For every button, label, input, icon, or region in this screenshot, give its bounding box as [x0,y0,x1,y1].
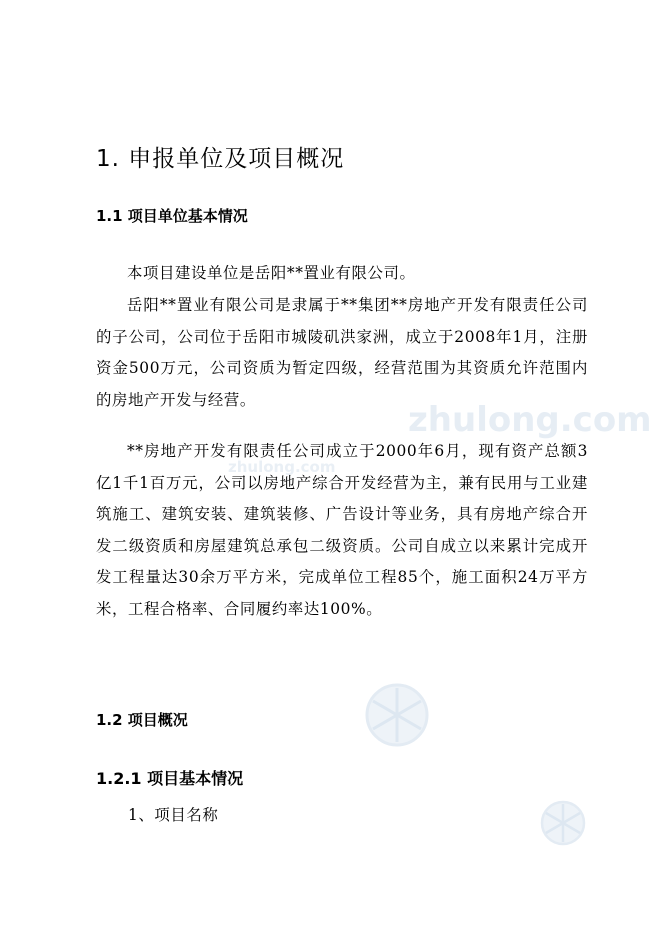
watermark-url-text: zhulong.com [228,458,336,476]
section-1-1-heading: 1.1 项目单位基本情况 [96,207,248,225]
paragraph-3: **房地产开发有限责任公司成立于2000年6月，现有资产总额3亿1千1百万元，公司以房地产综合开发经营为主，兼有民用与工业建筑施工、建筑安装、建筑装修、广告设计等业务，具有房地产综合开发二级资质和房屋建筑总承包二级资质。公司自成立以来累计完成开发工程量达30余万平方米，完成单位工程85个，施工面积24万平方米，工程合格率、合同履约率达100%。 [96,442,588,618]
section-1-2-1-heading: 1.2.1 项目基本情况 [96,769,244,788]
snowflake-watermark-small-icon [538,798,588,848]
paragraph-1: 本项目建设单位是岳阳**置业有限公司。 [127,264,416,282]
list-item-1: 1、项目名称 [128,806,219,824]
section-1-heading: 1. 申报单位及项目概况 [96,146,345,172]
watermark-brand-text: zhulong.com [408,400,652,440]
section-1-2-heading: 1.2 项目概况 [96,711,188,729]
paragraph-2: 岳阳**置业有限公司是隶属于**集团**房地产开发有限责任公司的子公司，公司位于岳阳市城陵矶洪家洲，成立于2008年1月，注册资金500万元，公司资质为暂定四级，经营范围为其资质允许范围内的房地产开发与经营。 [96,296,588,409]
snowflake-watermark-icon [362,680,432,750]
